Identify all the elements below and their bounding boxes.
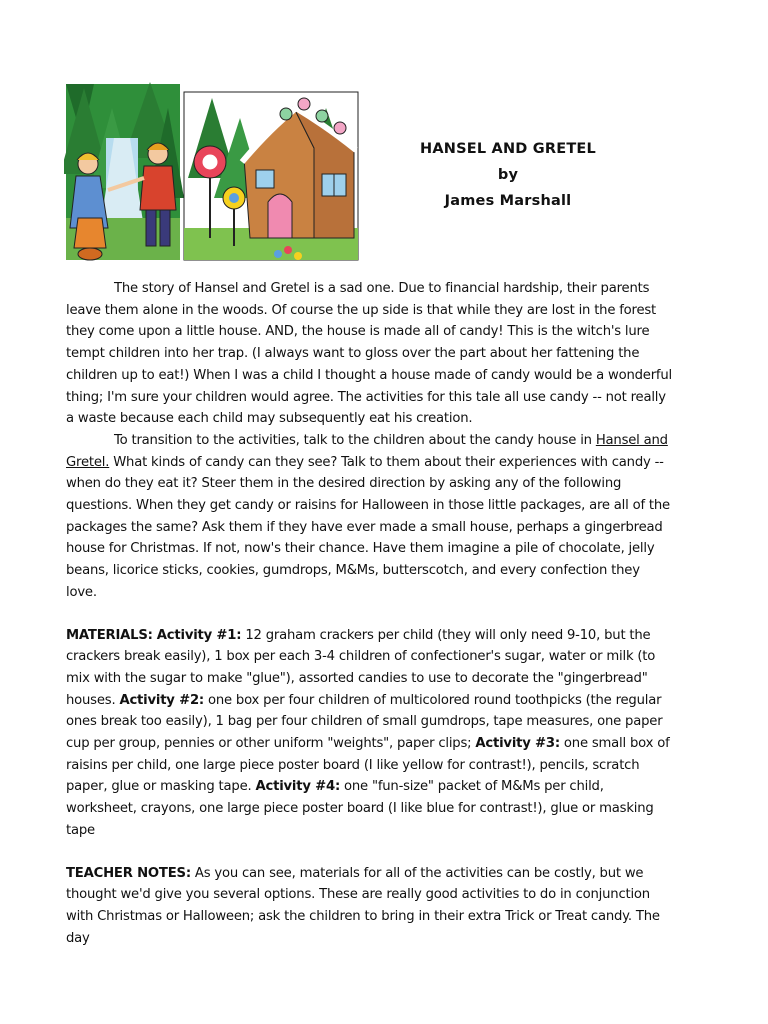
materials-label: MATERIALS: xyxy=(66,627,153,643)
intro-paragraph-1: The story of Hansel and Gretel is a sad one. Due to financial hardship, their parents leave them alone in the woods. Of course the up side is that while they are lost in the forest they come upon a little house. AND, the house is made all of candy! This is the witch's lure tempt children into her trap. (I always want to gloss over the part about her fattening the children up to eat!) When I was a child I thought a house made of candy would be a wonderful thing; I'm sure your children would agree. The activities for this tale all use candy -- not really a waste because each child may subsequently eat his creation. xyxy=(66,281,672,427)
forest-children-panel xyxy=(64,82,184,260)
activity-2-text: one box per four children of multicolored round toothpicks (the regular ones break too easily), 1 bag per four children of small gumdrops, tape measures, one paper cup per group, pennies or other uniform "weights", paper clips; xyxy=(66,692,663,752)
author-name: James Marshall xyxy=(444,193,572,209)
activity-4-label: Activity #4: xyxy=(255,779,341,795)
candy-house-panel xyxy=(184,92,358,260)
teacher-notes-label: TEACHER NOTES: xyxy=(66,865,191,881)
book-title: HANSEL AND GRETEL xyxy=(420,141,596,157)
intro-paragraph-2 xyxy=(66,430,672,604)
teacher-notes-paragraph xyxy=(66,863,672,950)
document-body xyxy=(66,278,672,949)
title-block xyxy=(380,136,636,214)
by-line: by xyxy=(497,167,519,183)
activity-1-text: 12 graham crackers per child (they will only need 9-10, but the crackers break easily), 1 box per each 3-4 children of confectioner's sugar, water or milk (to mix with the sugar to make "glue"), assorted candies to use to decorate the "gingerbread" houses. xyxy=(66,627,656,708)
materials-paragraph xyxy=(66,625,672,842)
activity-3-label: Activity #3: xyxy=(475,736,560,752)
activity-3-text: one small box of raisins per child, one large piece poster board (I like yellow for contrast!), pencils, scratch paper, glue or masking tape. xyxy=(66,736,670,795)
intro-p2-start: To transition to the activities, talk to the children about the candy house in xyxy=(114,432,596,448)
intro-p2-rest: What kinds of candy can they see? Talk to them about their experiences with candy -- when do they eat it? Steer them in the desired direction by asking any of the following questions. When they get candy or raisins for Halloween in those little packages, are all of the packages the same? Ask them if they have ever made a small house, perhaps a gingerbread house for Christmas. If not, now's their chance. Have them imagine a pile of chocolate, jelly beans, licorice sticks, cookies, gumdrops, M&Ms, butterscotch, and every confection they love. xyxy=(66,454,670,600)
teacher-notes-text: As you can see, materials for all of the activities can be costly, but we thought we'd give you several options. These are really good activities to do in conjunction with Christmas or Halloween; ask the children to bring in their extra Trick or Treat candy. The day xyxy=(66,865,660,946)
activity-4-text: one "fun-size" packet of M&Ms per child, worksheet, crayons, one large piece poster board (I like blue for contrast!), glue or masking tape xyxy=(66,779,654,838)
activity-2-label: Activity #2: xyxy=(119,692,204,708)
activity-1-label: Activity #1: xyxy=(156,627,242,643)
book-title-reference: Hansel and Gretel. xyxy=(66,432,668,470)
hansel-gretel-illustration xyxy=(64,78,360,270)
